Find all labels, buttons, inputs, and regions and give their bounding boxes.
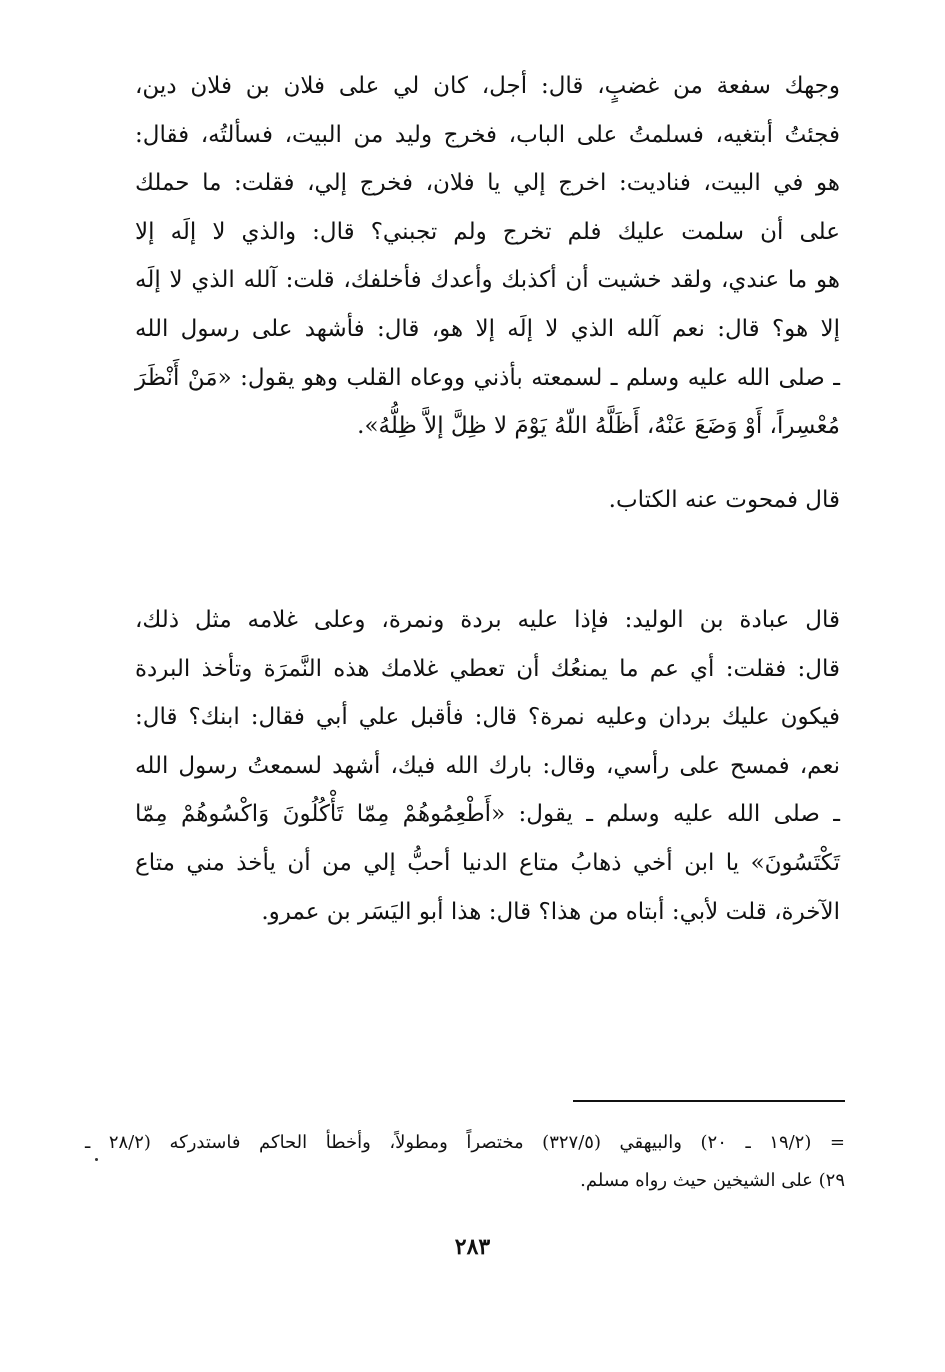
- footnote-line: ٢٩) على الشيخين حيث رواه مسلم.: [580, 1170, 845, 1191]
- text-line: هو في البيت، فناديت: اخرج إلي يا فلان، فخرج إلي، فقلت: ما حملك: [135, 170, 840, 197]
- text-line: مُعْسِراً، أَوْ وَضَعَ عَنْهُ، أَظَلَّهُ اللّهُ يَوْمَ لا ظِلَّ إلاَّ ظِلُّهُ».: [357, 413, 840, 440]
- text-line: ـ صلى الله عليه وسلم ـ لسمعته بأذني ووعاه القلب وهو يقول: «مَنْ أَنْظَرَ: [135, 364, 840, 391]
- text-line: ـ صلى الله عليه وسلم ـ يقول: «أَطْعِمُوهُمْ مِمّا تَأْكُلُونَ وَاكْسُوهُمْ مِمّا: [135, 801, 840, 828]
- footnote: [85, 1124, 845, 1200]
- text-line: إلا هو؟ قال: نعم آلله الذي لا إلَه إلا هو، قال: فأشهد على رسول الله: [135, 315, 840, 342]
- paragraph-2: [135, 476, 840, 525]
- paragraph-1: [135, 62, 840, 451]
- text-line: قال عبادة بن الوليد: فإذا عليه بردة ونمرة، وعلى غلامه مثل ذلك،: [135, 607, 840, 633]
- page-number: ٢٨٣: [454, 1234, 491, 1260]
- text-line: فيكون عليك بردان وعليه نمرة؟ قال: فأقبل علي أبي فقال: ابنك؟ قال:: [135, 704, 840, 731]
- paragraph-3: [135, 596, 840, 936]
- text-line: الآخرة، قلت لأبي: أبتاه من هذا؟ قال: هذا أبو اليَسَر بن عمرو.: [261, 898, 840, 925]
- text-line: نعم، فمسح على رأسي، وقال: بارك الله فيك، أشهد لسمعتُ رسول الله: [135, 752, 840, 779]
- scan-speck: [95, 1158, 98, 1161]
- text-line: على أن سلمت عليك فلم تخرج ولم تجبني؟ قال: والذي لا إلَه إلا: [135, 218, 840, 245]
- text-line: فجئتُ أبتغيه، فسلمتُ على الباب، فخرج وليد من البيت، فسألتُه، فقال:: [135, 121, 840, 148]
- text-line: قال: فقلت: أي عم ما يمنعُك أن تعطي غلامك هذه النَّمرَة وتأخذ البردة: [135, 655, 840, 682]
- text-line: هو ما عندي، ولقد خشيت أن أكذبك وأعدك فأخلفك، قلت: آلله الذي لا إلَه: [135, 267, 840, 294]
- text-line: قال فمحوت عنه الكتاب.: [608, 487, 840, 513]
- text-line: وجهك سفعة من غضبٍ، قال: أجل، كان لي على فلان بن فلان دين،: [135, 73, 840, 99]
- footnote-line: = (١٩/٢ ـ ٢٠) والبيهقي (٣٢٧/٥) مختصراً ومطولاً، وأخطأ الحاكم فاستدركه (٢٨/٢ ـ: [85, 1132, 846, 1153]
- text-line: تَكْتَسُونَ» يا ابن أخي ذهابُ متاع الدنيا أحبُّ إلي من أن يأخذ مني متاع: [135, 849, 840, 876]
- footnote-divider: [573, 1100, 845, 1102]
